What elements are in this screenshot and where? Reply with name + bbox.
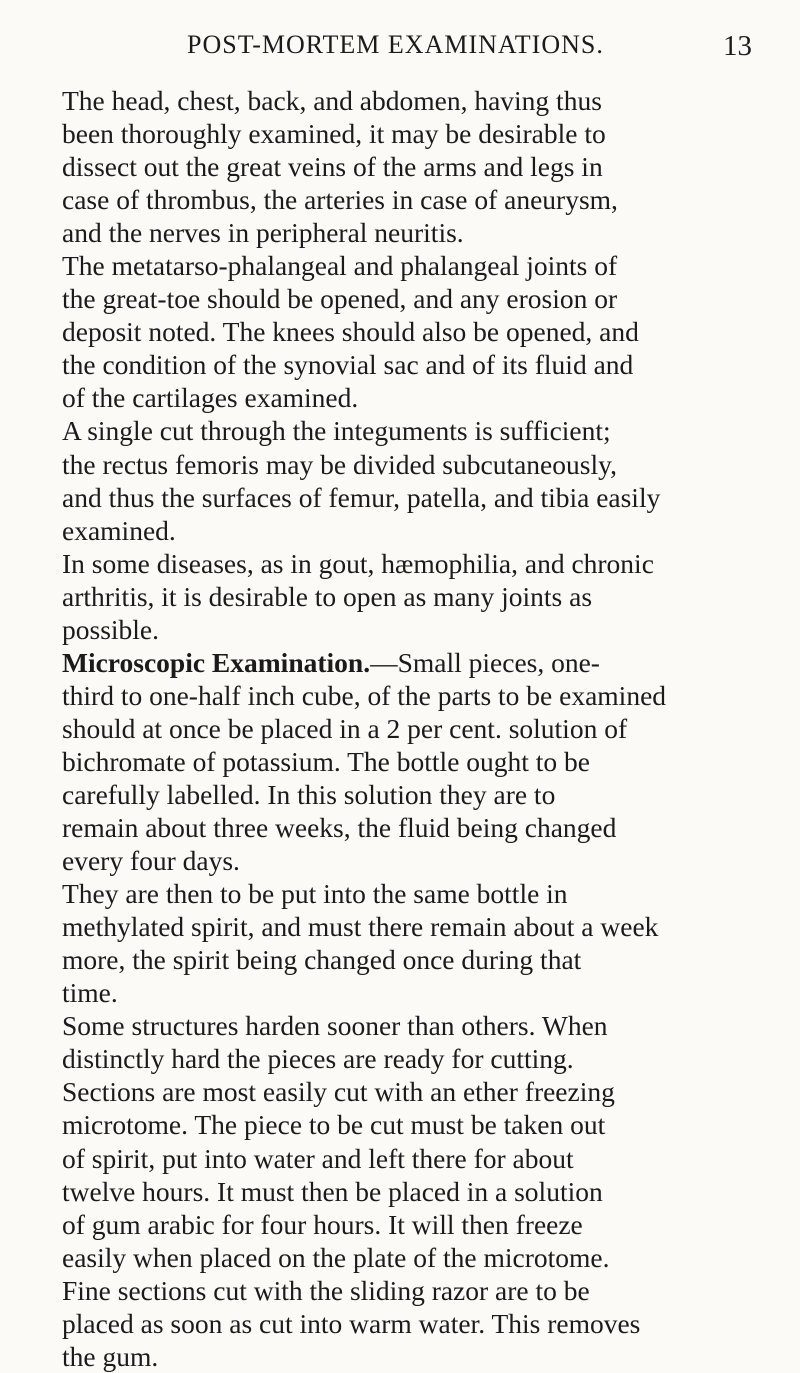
line-text: placed as soon as cut into warm water. This removes bbox=[62, 1307, 641, 1339]
line-text: carefully labelled. In this solution they are to bbox=[62, 778, 556, 810]
running-head: POST-MORTEM EXAMINATIONS. bbox=[187, 30, 604, 59]
text-line bbox=[62, 1208, 762, 1241]
text-line bbox=[62, 646, 762, 679]
line-text: been thoroughly examined, it may be desirable to bbox=[62, 118, 606, 150]
text-line bbox=[62, 117, 762, 150]
text-line bbox=[62, 448, 762, 481]
text-line bbox=[62, 216, 762, 249]
line-text: possible. bbox=[62, 613, 160, 645]
line-text: The metatarso-phalangeal and phalangeal joints of bbox=[62, 250, 618, 282]
line-text: third to one-half inch cube, of the parts to be examined bbox=[62, 679, 667, 711]
text-line bbox=[62, 613, 762, 646]
line-text: deposit noted. The knees should also be opened, and bbox=[62, 316, 639, 348]
line-text: of spirit, put into water and left there for about bbox=[62, 1142, 574, 1174]
line-text: In some diseases, as in gout, hæmophilia, and chronic bbox=[62, 547, 654, 579]
line-text: The head, chest, back, and abdomen, having thus bbox=[62, 85, 602, 116]
text-line bbox=[62, 249, 762, 282]
text-line bbox=[62, 1075, 762, 1108]
line-text: the condition of the synovial sac and of its fluid and bbox=[62, 349, 634, 381]
page-number: 13 bbox=[723, 30, 752, 62]
text-line bbox=[62, 844, 762, 877]
line-text: distinctly hard the pieces are ready for cutting. bbox=[62, 1043, 574, 1075]
text-line bbox=[62, 514, 762, 547]
line-text: and thus the surfaces of femur, patella, and tibia easily bbox=[62, 481, 661, 513]
text-line bbox=[62, 481, 762, 514]
text-line bbox=[62, 1241, 762, 1274]
line-text: Sections are most easily cut with an ether freezing bbox=[62, 1076, 615, 1108]
line-text: Some structures harden sooner than others. When bbox=[62, 1010, 608, 1042]
line-text: of the cartilages examined. bbox=[62, 382, 359, 414]
line-text: twelve hours. It must then be placed in a solution bbox=[62, 1175, 603, 1207]
text-line bbox=[62, 414, 762, 447]
line-text: They are then to be put into the same bottle in bbox=[62, 878, 568, 910]
line-text: methylated spirit, and must there remain about a week bbox=[62, 911, 659, 943]
text-line bbox=[62, 1340, 762, 1373]
line-text: should at once be placed in a 2 per cent. solution of bbox=[62, 712, 628, 744]
line-text: case of thrombus, the arteries in case of aneurysm, bbox=[62, 184, 618, 216]
text-line bbox=[62, 1042, 762, 1075]
text-line bbox=[62, 976, 762, 1009]
text-line bbox=[62, 282, 762, 315]
text-line bbox=[62, 910, 762, 943]
line-text: more, the spirit being changed once during that bbox=[62, 944, 582, 976]
text-line bbox=[62, 745, 762, 778]
text-line bbox=[62, 381, 762, 414]
line-text: of gum arabic for four hours. It will then freeze bbox=[62, 1208, 583, 1240]
body-text bbox=[62, 84, 762, 1373]
text-line bbox=[62, 811, 762, 844]
line-text: easily when placed on the plate of the microtome. bbox=[62, 1241, 610, 1273]
text-line bbox=[62, 150, 762, 183]
text-line bbox=[62, 315, 762, 348]
text-line bbox=[62, 877, 762, 910]
text-line bbox=[62, 1142, 762, 1175]
line-text: and the nerves in peripheral neuritis. bbox=[62, 217, 464, 249]
section-heading: Microscopic Examination. bbox=[62, 646, 371, 678]
line-text: the gum. bbox=[62, 1340, 159, 1372]
text-line bbox=[62, 1175, 762, 1208]
page-header bbox=[52, 0, 766, 70]
line-text: time. bbox=[62, 977, 118, 1009]
text-line bbox=[62, 84, 762, 117]
line-text: dissect out the great veins of the arms and legs in bbox=[62, 151, 603, 183]
line-text: examined. bbox=[62, 514, 176, 546]
text-line bbox=[62, 1274, 762, 1307]
line-text: the rectus femoris may be divided subcutaneously, bbox=[62, 448, 617, 480]
text-line bbox=[62, 580, 762, 613]
line-text: Fine sections cut with the sliding razor are to be bbox=[62, 1274, 590, 1306]
line-text: bichromate of potassium. The bottle ought to be bbox=[62, 745, 591, 777]
text-line bbox=[62, 547, 762, 580]
line-text: the great-toe should be opened, and any erosion or bbox=[62, 283, 618, 315]
line-text: A single cut through the integuments is sufficient; bbox=[62, 415, 611, 447]
text-line bbox=[62, 1108, 762, 1141]
line-text: arthritis, it is desirable to open as many joints as bbox=[62, 580, 593, 612]
text-line bbox=[62, 778, 762, 811]
line-text: microtome. The piece to be cut must be taken out bbox=[62, 1109, 606, 1141]
text-line bbox=[62, 712, 762, 745]
line-text: remain about three weeks, the fluid being changed bbox=[62, 812, 617, 844]
text-line bbox=[62, 943, 762, 976]
book-page bbox=[52, 0, 766, 1372]
text-line bbox=[62, 348, 762, 381]
text-line bbox=[62, 1009, 762, 1042]
line-text: —Small pieces, one- bbox=[370, 646, 600, 678]
text-line bbox=[62, 679, 762, 712]
text-line bbox=[62, 183, 762, 216]
line-text: every four days. bbox=[62, 845, 240, 877]
